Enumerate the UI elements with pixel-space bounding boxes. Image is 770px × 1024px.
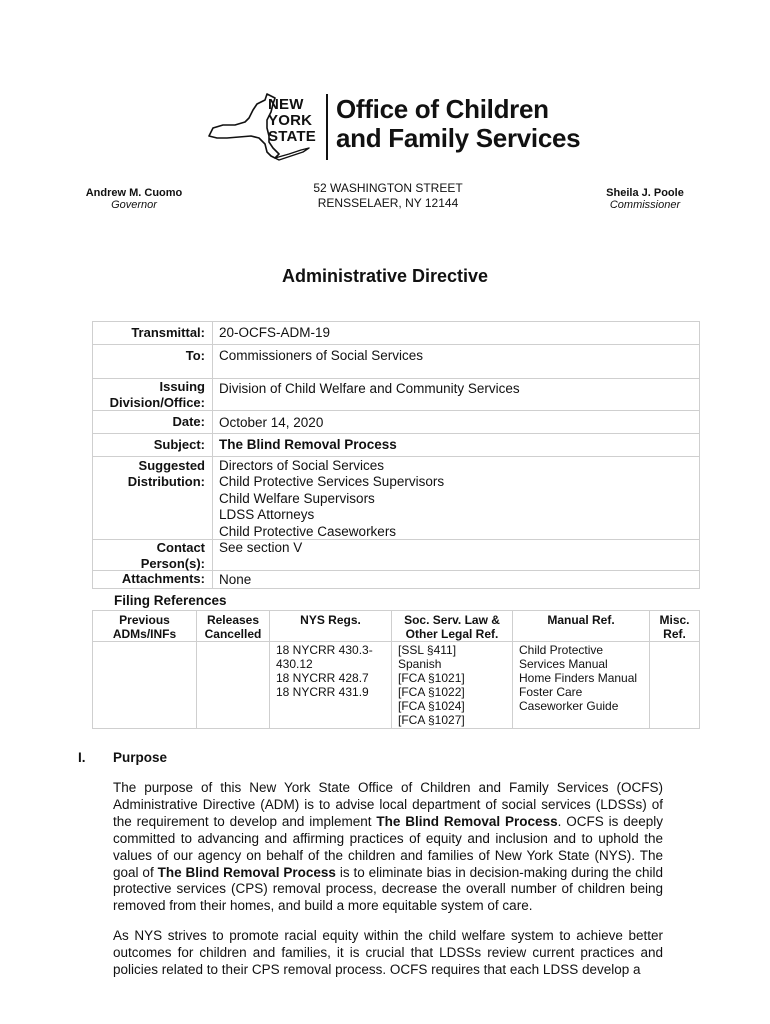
logo-office-text: Office of Children and Family Services — [336, 94, 581, 153]
governor-block — [84, 187, 184, 211]
filing-col-legal-refs: Soc. Serv. Law & Other Legal Ref. [SSL §411] Spanish [FCA §1021] [FCA §1022] [FCA §1024] [FCA §1027] — [392, 611, 513, 728]
directive-meta-table — [92, 321, 700, 589]
meta-row-issuing: Issuing Division/Office: Division of Child Welfare and Community Services — [93, 379, 699, 411]
purpose-paragraph-2: As NYS strives to promote racial equity within the child welfare system to achieve better outcomes for children and families, it is crucial that LDSSs review current practices and policies related to their CPS removal process. OCFS requires that each LDSS develop a — [113, 928, 663, 977]
meta-row-contact: Contact Person(s): See section V — [93, 540, 699, 571]
commissioner-title: Commissioner — [609, 199, 681, 211]
address-line-2: RENSSELAER, NY 12144 — [317, 196, 459, 210]
filing-references-table — [92, 610, 700, 729]
document-title: Administrative Directive — [281, 266, 489, 286]
address-block — [250, 181, 526, 211]
meta-row-subject: Subject: The Blind Removal Process — [93, 434, 699, 457]
meta-row-distribution: Suggested Distribution: Directors of Social Services Child Protective Services Supervisors Child Welfare Supervisors LDSS Attorneys Child Protective Caseworkers — [93, 457, 699, 540]
filing-references-title: Filing References — [114, 593, 227, 608]
governor-title: Governor — [111, 199, 157, 211]
filing-col-nys-regs: NYS Regs. 18 NYCRR 430.3- 430.12 18 NYCRR 428.7 18 NYCRR 431.9 — [270, 611, 392, 728]
filing-col-releases: Releases Cancelled — [197, 611, 270, 728]
commissioner-name: Sheila J. Poole — [606, 187, 684, 199]
filing-col-previous: Previous ADMs/INFs — [93, 611, 197, 728]
purpose-paragraph-1: The purpose of this New York State Office of Children and Family Services (OCFS) Administrative Directive (ADM) is to advise local department of social services (LDSSs) of the requirement to develop and implement The Blind Removal Process. OCFS is deeply committed to advancing and affirming practices of equity and inclusion and to uphold the values of our agency on behalf of the children and families of New York State (NYS). The goal of The Blind Removal Process is to eliminate bias in decision-making during the child protective services (CPS) removal process, decrease the overall number of children being removed from their homes, and build a more equitable system of care. — [113, 780, 664, 914]
meta-row-to: To: Commissioners of Social Services — [93, 345, 699, 379]
commissioner-block — [595, 187, 695, 211]
filing-col-manual-refs: Manual Ref. Child Protective Services Manual Home Finders Manual Foster Care Caseworker Guide — [513, 611, 650, 728]
governor-name: Andrew M. Cuomo — [85, 187, 183, 199]
section-number: I. — [78, 750, 86, 765]
filing-col-misc: Misc. Ref. — [659, 613, 690, 641]
section-title: Purpose — [113, 750, 168, 765]
meta-row-date: Date: October 14, 2020 — [93, 411, 699, 434]
meta-row-transmittal: Transmittal: 20-OCFS-ADM-19 — [93, 322, 699, 345]
meta-row-attachments: Attachments: None — [121, 571, 252, 587]
address-line-1: 52 WASHINGTON STREET — [313, 181, 463, 195]
distribution-list: Directors of Social Services Child Protective Services Supervisors Child Welfare Supervisors LDSS Attorneys Child Protective Caseworkers — [219, 458, 445, 539]
logo-divider — [326, 94, 328, 160]
logo-state-text: NEW YORK STATE — [268, 96, 316, 145]
